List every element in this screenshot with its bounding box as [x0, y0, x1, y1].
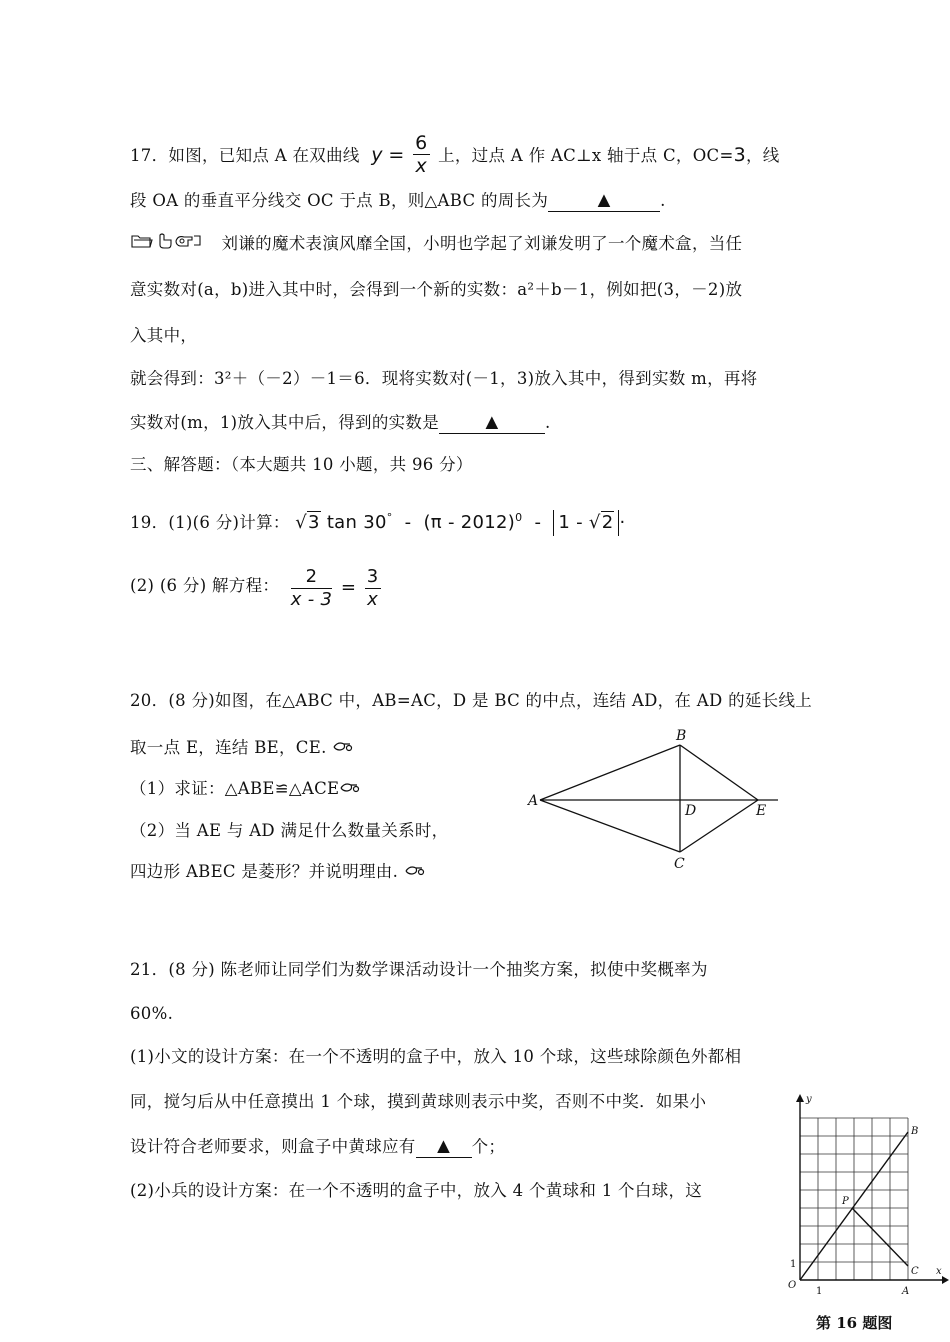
segment-AC: [540, 800, 680, 852]
fig16-caption: 第 16 题图: [816, 1314, 893, 1332]
mouse-icon: [339, 778, 361, 800]
section3-title: [130, 454, 473, 476]
q21-line3-text: (1)小文的设计方案：在一个不透明的盒子中，放入 10 个球，这些球除颜色外都相: [130, 1047, 742, 1066]
q18-line5-text: 实数对(m，1)放入其中后，得到的实数是: [130, 413, 440, 432]
q20-line2-text: 取一点 E，连结 BE，CE.: [130, 738, 327, 757]
y-axis-arrow: [796, 1094, 804, 1102]
segment-BE: [680, 745, 758, 800]
q21-line4-text: 同，搅匀后从中任意摸出 1 个球，摸到黄球则表示中奖，否则不中奖．如果小: [130, 1092, 707, 1111]
q20-line1-text: 20．(8 分)如图，在△ABC 中，AB=AC，D 是 BC 的中点，连结 AD，在 AD 的延长线上: [130, 691, 813, 710]
q19-paren: (π - 2012): [423, 512, 516, 533]
q17-prefix: 17．如图，已知点 A 在双曲线: [130, 146, 360, 165]
segment-AB: [540, 745, 680, 800]
fig16-label-one-y: 1: [790, 1259, 797, 1270]
q19-expression: [295, 512, 625, 533]
q17-suffix-a: 上，过点 A 作 AC⊥x 轴于点 C，OC=: [438, 146, 734, 165]
q19-part2-label: (2) (6 分) 解方程：: [130, 576, 280, 595]
q17-fraction: [413, 132, 429, 177]
q19-eq: =: [340, 577, 357, 598]
q17-fraction-num: 6: [415, 132, 428, 154]
mouse-icon: [332, 737, 354, 759]
q18-line4-text: 就会得到：3²＋（－2）－1＝6．现将实数对(－1，3)放入其中，得到实数 m，再将: [130, 369, 758, 388]
q18-line2: [130, 279, 742, 301]
q18-answer-blank: ▲: [439, 411, 545, 434]
q19-part1-label: 19．(1)(6 分)计算：: [130, 513, 290, 532]
q17-fraction-den: x: [415, 155, 428, 177]
q19-abs: [553, 510, 619, 536]
fig16-label-P: P: [842, 1196, 849, 1207]
q17-line2-text: 段 OA 的垂直平分线交 OC 于点 B，则△ABC 的周长为: [130, 191, 549, 210]
q18-end: .: [545, 413, 551, 432]
label-D: D: [685, 803, 697, 819]
section3-title-text: 三、解答题：（本大题共 10 小题，共 96 分）: [130, 455, 473, 474]
fig16-label-x: x: [936, 1266, 942, 1277]
q19-exp0: 0: [515, 511, 523, 524]
q21-line5-a: 设计符合老师要求，则盒子中黄球应有: [130, 1137, 416, 1156]
q20-line3: [130, 778, 361, 800]
q21-answer-blank: ▲: [416, 1135, 472, 1158]
q18-line3: [130, 325, 197, 347]
q19-f2-num: 3: [366, 566, 379, 587]
q20-line5-text: 四边形 ABEC 是菱形？并说明理由.: [130, 862, 399, 881]
q19-abs-a: 1 -: [558, 512, 589, 533]
q19-sqrt2-radicand: 2: [601, 512, 614, 533]
x-axis-arrow: [942, 1276, 949, 1284]
q19-sqrt3: √3: [295, 512, 320, 533]
q18-line1: [130, 231, 742, 255]
fig16-label-B: B: [911, 1126, 919, 1137]
fig16-label-C: C: [911, 1266, 919, 1277]
label-A: A: [528, 793, 539, 809]
q17-line2: [130, 190, 666, 213]
q17-answer-blank: ▲: [548, 189, 660, 212]
q21-line2: [130, 1003, 173, 1025]
q20-line5: [130, 861, 426, 883]
q19-deg: °: [386, 511, 393, 524]
q20-line3-text: （1）求证：△ABE≌△ACE: [130, 779, 340, 798]
fig16-label-one-x: 1: [816, 1286, 823, 1297]
fig16-label-O: O: [788, 1280, 797, 1291]
q21-line2-text: 60%.: [130, 1004, 174, 1023]
label-B: B: [676, 728, 687, 744]
q18-line3-text: 入其中，: [130, 326, 198, 345]
q17-end: .: [660, 191, 666, 210]
q21-line4: [130, 1091, 706, 1113]
q19-minus1: -: [398, 512, 418, 533]
label-C: C: [674, 856, 685, 872]
q18-line2-text: 意实数对(a，b)进入其中时，会得到一个新的实数：a²＋b－1，例如把(3，－2)放: [130, 280, 743, 299]
q17-suffix-b: ，线: [745, 146, 780, 165]
folder-hand-icon: [130, 231, 204, 255]
q18-line5: [130, 412, 551, 435]
q21-line5: [130, 1136, 505, 1159]
q21-line1-text: 21．(8 分) 陈老师让同学们为数学课活动设计一个抽奖方案，拟使中奖概率为: [130, 960, 708, 979]
q20-line2: [130, 737, 354, 759]
q21-line6: [130, 1180, 702, 1202]
q20-line4: [130, 820, 448, 842]
q21-line6-text: (2)小兵的设计方案：在一个不透明的盒子中，放入 4 个黄球和 1 个白球，这: [130, 1181, 703, 1200]
q19-sqrt3-radicand: 3: [308, 512, 320, 533]
label-E: E: [756, 803, 767, 819]
q20-line4-text: （2）当 AE 与 AD 满足什么数量关系时，: [130, 821, 449, 840]
segment-PC: [852, 1208, 908, 1266]
q19-minus2: -: [528, 512, 548, 533]
q19-part2: [130, 566, 384, 611]
fig16-label-A: A: [902, 1286, 910, 1297]
q21-line1: [130, 959, 708, 981]
mouse-icon: [404, 861, 426, 883]
q19-end-dot: ·: [619, 512, 626, 533]
q17-line1: [130, 134, 780, 179]
q21-line3: [130, 1046, 741, 1068]
q19-f2-den: x: [367, 589, 379, 610]
q18-line4: [130, 368, 757, 390]
q19-fraction-right: [365, 566, 381, 611]
q17-eq-y: y: [371, 144, 383, 166]
q20-figure: [520, 728, 790, 876]
folder-hand-glyphs: [130, 231, 204, 249]
fig16-figure: [782, 1088, 950, 1342]
q19-part1: [130, 505, 626, 536]
q19-f1-num: 2: [291, 566, 333, 589]
q19-tan: tan 30: [326, 512, 387, 533]
q17-oc-value: 3: [733, 144, 746, 166]
q19-sqrt2: √2: [588, 512, 614, 533]
fig16-label-y: y: [806, 1094, 812, 1105]
q17-eq-eq: =: [388, 144, 405, 166]
q21-line5-b: 个；: [471, 1137, 506, 1156]
q20-line1: [130, 690, 812, 712]
q19-f1-den: x - 3: [290, 589, 333, 610]
q19-fraction-left: [291, 566, 333, 611]
q18-line1-text: 刘谦的魔术表演风靡全国，小明也学起了刘谦发明了一个魔术盒，当任: [221, 234, 743, 253]
